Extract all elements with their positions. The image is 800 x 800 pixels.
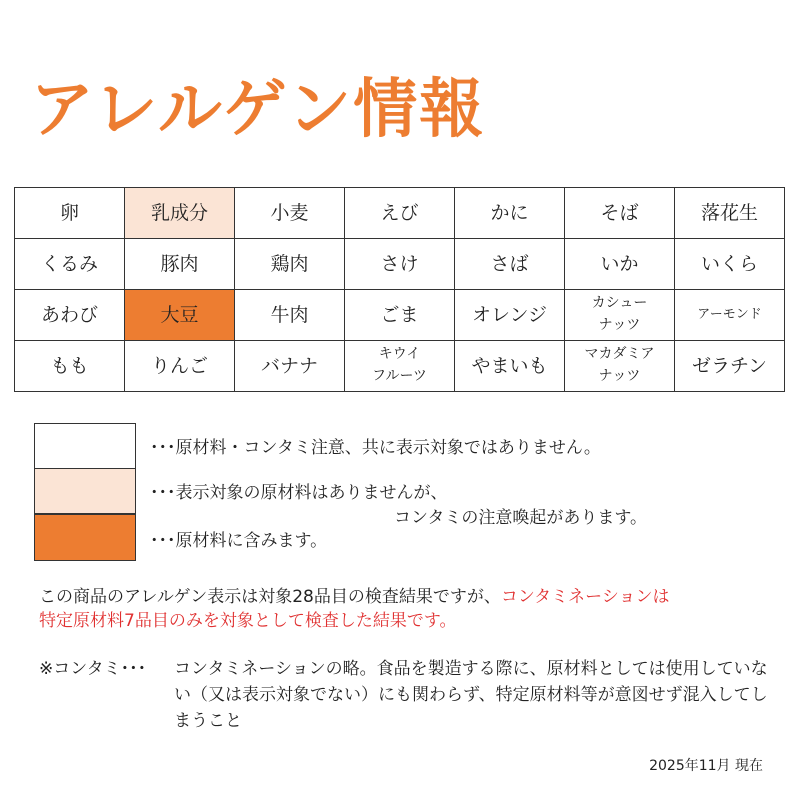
allergen-cell-cashew: カシュー ナッツ (565, 290, 675, 341)
table-row (15, 341, 785, 392)
test-note-highlight: コンタミネーションは (500, 587, 670, 607)
allergen-cell-kiwi: キウイ フルーツ (345, 341, 455, 392)
allergen-cell-egg: 卵 (15, 188, 125, 239)
legend-text-contamination: ･･･表示対象の原材料はありませんが、 (150, 483, 448, 503)
allergen-cell-almond: アーモンド (675, 290, 785, 341)
allergen-cell-banana: バナナ (235, 341, 345, 392)
allergen-cell-apple: りんご (125, 341, 235, 392)
allergen-cell-soybean: 大豆 (125, 290, 235, 341)
allergen-cell-walnut: くるみ (15, 239, 125, 290)
legend-text-contains: ･･･原材料に含みます。 (150, 531, 328, 551)
allergen-cell-salmon-roe: いくら (675, 239, 785, 290)
allergen-cell-orange: オレンジ (455, 290, 565, 341)
allergen-cell-shrimp: えび (345, 188, 455, 239)
allergen-cell-peanut: 落花生 (675, 188, 785, 239)
legend-text-contamination-2: コンタミの注意喚起があります。 (394, 508, 647, 528)
test-note (39, 585, 670, 633)
allergen-cell-salmon: さけ (345, 239, 455, 290)
legend-swatch-contains (34, 514, 136, 561)
table-row (15, 290, 785, 341)
legend-swatch-none (34, 423, 136, 469)
allergen-cell-buckwheat: そば (565, 188, 675, 239)
test-note-text: この商品のアレルゲン表示は対象28品目の検査結果ですが、 (39, 587, 501, 607)
allergen-cell-mackerel: さば (455, 239, 565, 290)
allergen-cell-sesame: ごま (345, 290, 455, 341)
legend-text-none: ･･･原材料・コンタミ注意、共に表示対象ではありません。 (150, 438, 601, 458)
allergen-cell-wheat: 小麦 (235, 188, 345, 239)
as-of-date: 2025年11月 現在 (649, 758, 763, 774)
allergen-cell-crab: かに (455, 188, 565, 239)
allergen-table (14, 187, 785, 392)
allergen-cell-peach: もも (15, 341, 125, 392)
test-note-highlight-2: 特定原材料7品目のみを対象として検査した結果です。 (39, 611, 457, 631)
allergen-cell-pork: 豚肉 (125, 239, 235, 290)
allergen-cell-abalone: あわび (15, 290, 125, 341)
table-row (15, 239, 785, 290)
table-row (15, 188, 785, 239)
allergen-cell-beef: 牛肉 (235, 290, 345, 341)
allergen-cell-squid: いか (565, 239, 675, 290)
allergen-cell-chicken: 鶏肉 (235, 239, 345, 290)
legend-swatch-contamination (34, 468, 136, 514)
allergen-cell-gelatin: ゼラチン (675, 341, 785, 392)
allergen-cell-milk: 乳成分 (125, 188, 235, 239)
page-title: アレルゲン情報 (30, 73, 486, 147)
allergen-cell-macadamia: マカダミア ナッツ (565, 341, 675, 392)
contamination-label: ※コンタミ･･･ (39, 659, 147, 679)
contamination-text: コンタミネーションの略。食品を製造する際に、原材料としては使用していない（又は表示対象でない）にも関わらず、特定原材料等が意図せず混入してしまうこと (174, 659, 768, 731)
allergen-cell-yam: やまいも (455, 341, 565, 392)
